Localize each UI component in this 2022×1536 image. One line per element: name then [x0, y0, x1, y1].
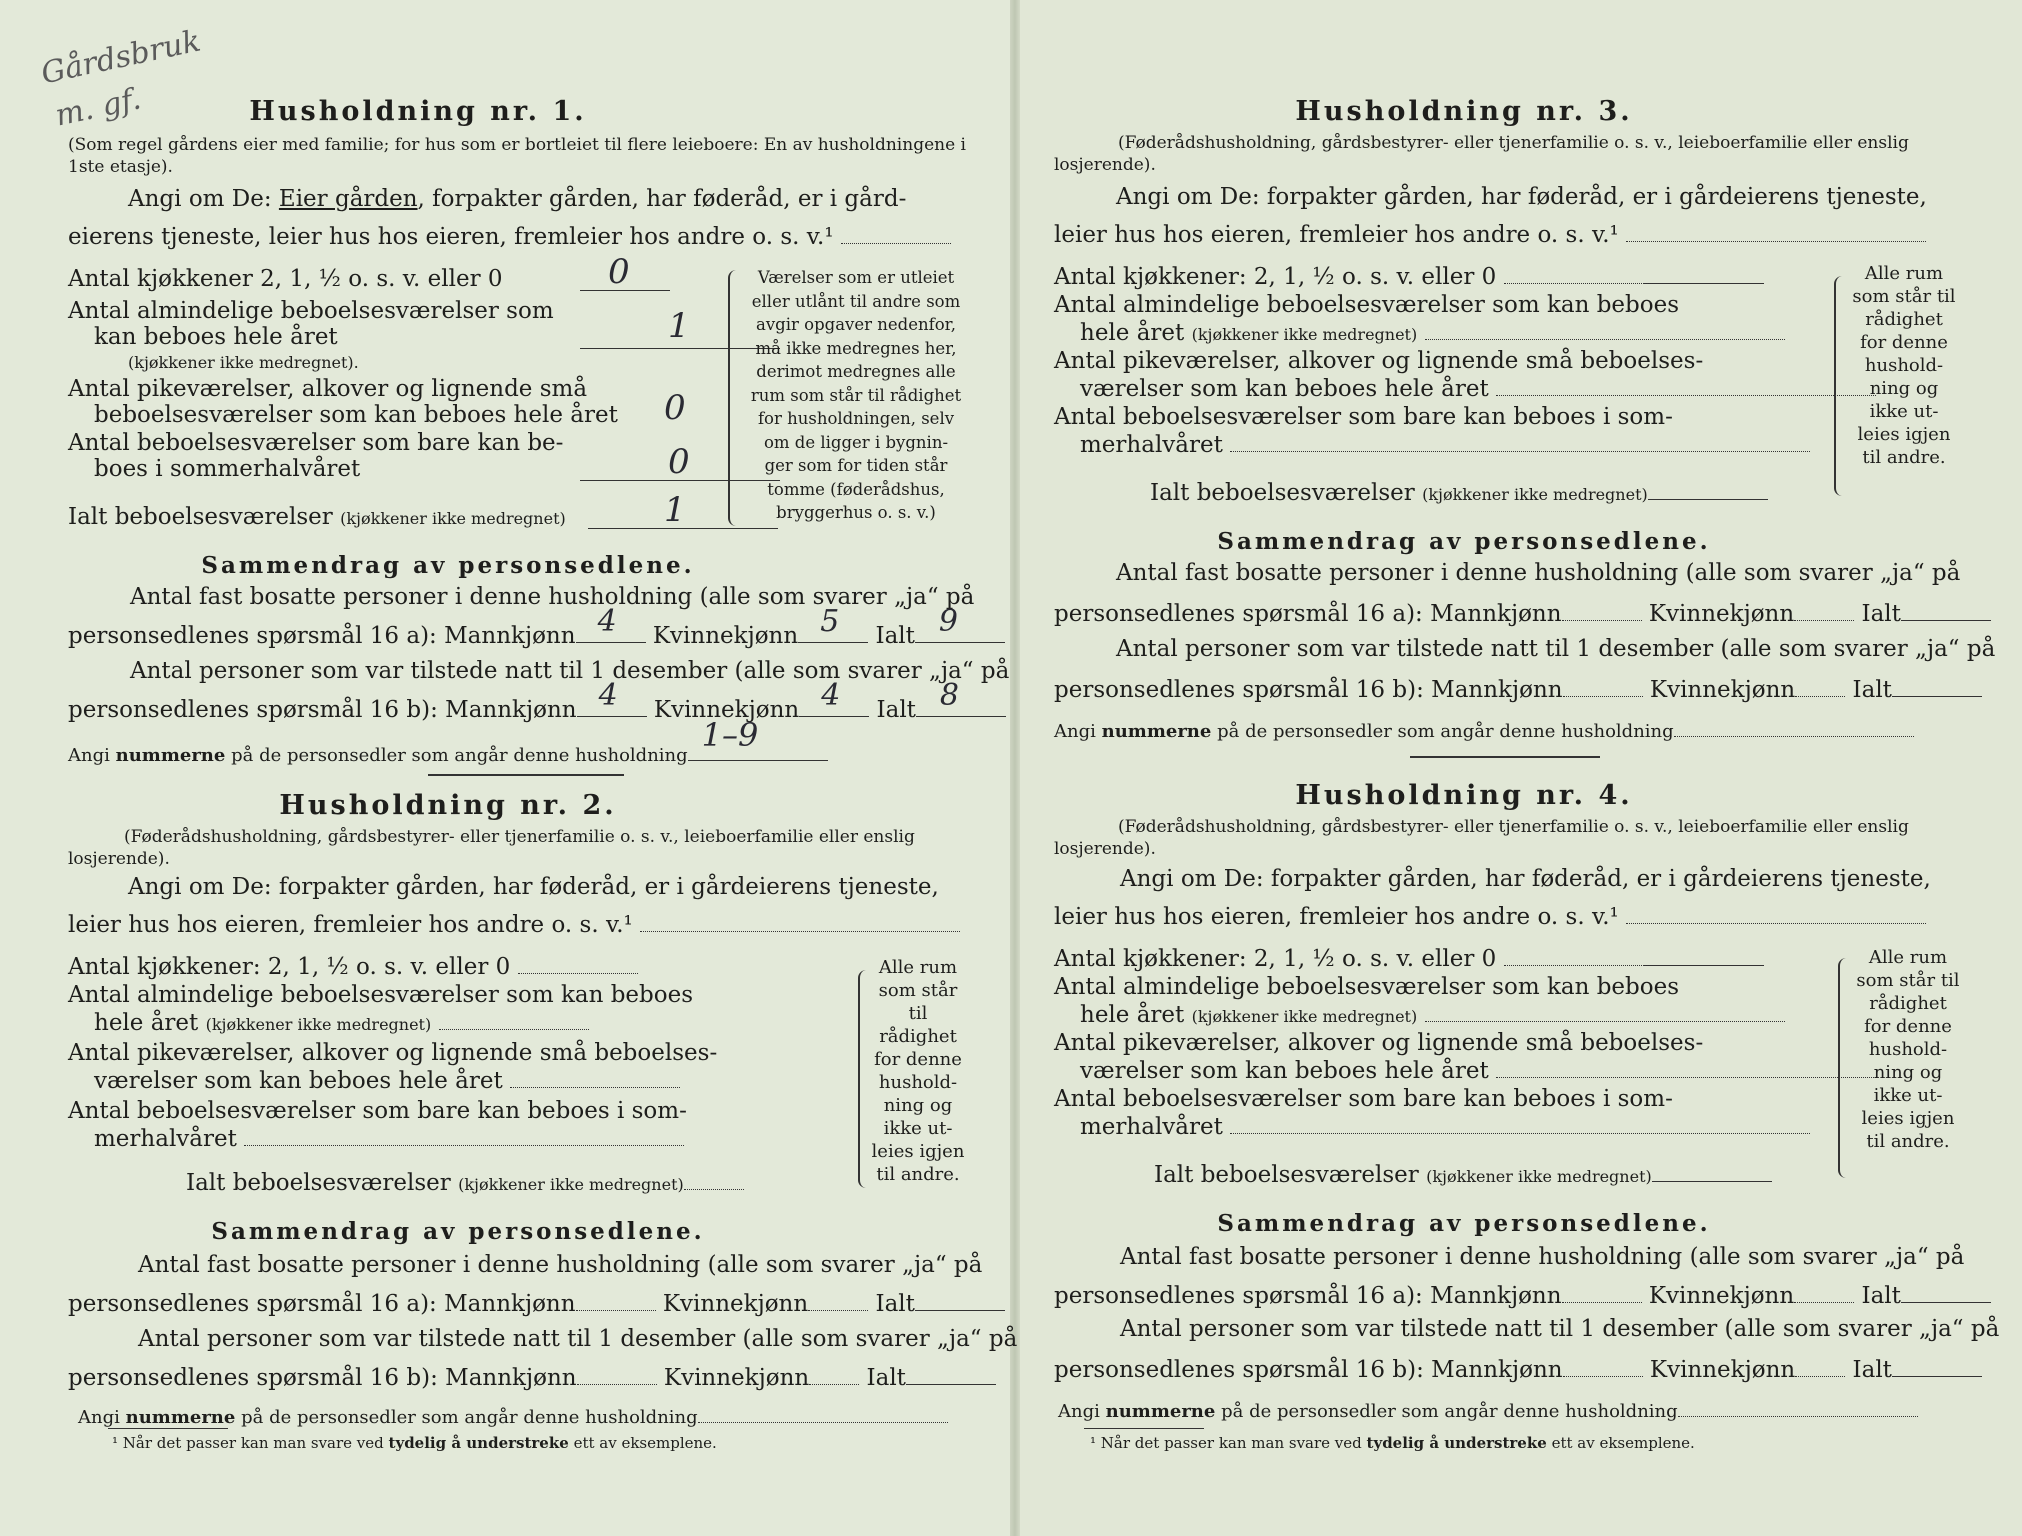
h2-nummer-pre: Angi — [78, 1407, 120, 1428]
h2-nummer-post: på de personsedler som angår denne husholdning — [241, 1407, 698, 1428]
h4-leier-text: leier hus hos eieren, fremleier hos andre o. s. v.¹ — [1054, 904, 1619, 930]
footnote-left — [112, 1434, 717, 1452]
margin-note-2: m. gf. — [52, 81, 144, 134]
h1-tilstede-ialt-value: 8 — [939, 678, 960, 713]
h2-pike-answer[interactable] — [510, 1069, 680, 1088]
h4-ialt-answer[interactable] — [1652, 1163, 1772, 1182]
h2-nummer — [78, 1404, 948, 1428]
h1-eier-garden[interactable]: Eier gården — [278, 186, 418, 212]
h2-tilstede-mann-answer[interactable] — [577, 1366, 657, 1385]
h3-fast-2 — [1054, 598, 1991, 627]
h2-leier — [68, 912, 960, 938]
h3-kjokken-dots — [1504, 265, 1644, 284]
h2-sommer-1: Antal beboelsesværelser som bare kan beboes i som- — [68, 1098, 687, 1124]
h3-kjokken-answer[interactable] — [1644, 265, 1764, 284]
h2-nummer-bold: nummerne — [125, 1407, 236, 1428]
h4-tilstede-ialt-label: Ialt — [1852, 1357, 1892, 1383]
h3-ialt — [1150, 480, 1768, 508]
footnote-rule-right — [1084, 1428, 1204, 1429]
h4-leier — [1054, 904, 1926, 930]
h4-side-note-line: til andre. — [1866, 1131, 1950, 1152]
h3-alm-2-text: hele året — [1080, 320, 1185, 346]
h1-angi-label: Angi om De: — [128, 186, 272, 212]
h1-pike-label-1: Antal pikeværelser, alkover og lignende små — [68, 376, 588, 402]
h2-sum-title: Sammendrag av personsedlene. — [211, 1218, 705, 1245]
footnote-left-bold: tydelig å understreke — [388, 1434, 569, 1452]
h3-sommer-1: Antal beboelsesværelser som bare kan beboes i som- — [1054, 404, 1673, 430]
h3-sommer-answer[interactable] — [1230, 433, 1810, 452]
h1-nummer — [68, 716, 828, 766]
h3-title: Husholdning nr. 3. — [1295, 96, 1633, 127]
h2-ialt-small: (kjøkkener ikke medregnet) — [458, 1175, 684, 1194]
h4-alm-answer[interactable] — [1425, 1003, 1785, 1022]
h1-side-note-line: Værelser som er utleiet — [757, 268, 955, 287]
h4-tilstede-1: Antal personer som var tilstede natt til 1 desember (alle som svarer „ja“ på — [1120, 1316, 2000, 1342]
h3-nummer — [1054, 718, 1914, 742]
footnote-right — [1090, 1434, 1695, 1452]
h1-tilstede-kvinne-value: 4 — [821, 678, 841, 713]
h2-alm-1: Antal almindelige beboelsesværelser som kan beboes — [68, 982, 694, 1008]
h1-sum-title: Sammendrag av personsedlene. — [201, 552, 695, 579]
h4-alm-2-text: hele året — [1080, 1002, 1185, 1028]
h2-nummer-answer[interactable] — [698, 1404, 948, 1423]
margin-note-1: Gårdsbruk — [38, 23, 204, 92]
h2-tilstede-1: Antal personer som var tilstede natt til 1 desember (alle som svarer „ja“ på — [138, 1326, 1018, 1352]
h3-side-note-line: til andre. — [1862, 447, 1946, 468]
h2-side-note-line: ning og — [883, 1095, 953, 1116]
h3-tilstede-mann-label: Mannkjønn — [1431, 677, 1563, 703]
h4-side-note-line: ikke ut- — [1873, 1085, 1943, 1106]
h2-fast-2 — [68, 1288, 1005, 1317]
h4-fast-2 — [1054, 1280, 1991, 1309]
h4-kjokken-dots — [1504, 947, 1644, 966]
h4-side-note-line: leies igjen — [1861, 1108, 1955, 1129]
h2-side-note-line: leies igjen — [871, 1141, 965, 1162]
h1-title: Husholdning nr. 1. — [249, 96, 587, 127]
h1-tilstede-ialt-answer[interactable] — [916, 678, 1006, 717]
h3-side-note-line: for denne — [1860, 332, 1948, 353]
h1-side-note-line: for husholdningen, selv — [757, 409, 955, 428]
h4-nummer-bold: nummerne — [1105, 1401, 1216, 1422]
h1-fast-ialt-label: Ialt — [875, 623, 915, 649]
h4-fast-mann-label: Mannkjønn — [1430, 1283, 1562, 1309]
h3-fast-mann-label: Mannkjønn — [1430, 601, 1562, 627]
h2-tilstede-kvinne-answer[interactable] — [809, 1366, 859, 1385]
h2-tilstede-kvinne-label: Kvinnekjønn — [663, 1365, 810, 1391]
h2-side-note-line: hushold- — [878, 1072, 958, 1093]
h1-tilstede-ialt-label: Ialt — [876, 697, 916, 723]
h1-nummer-value: 1–9 — [701, 716, 759, 754]
h4-alm-2 — [1080, 1002, 1785, 1030]
h4-ialt-small: (kjøkkener ikke medregnet) — [1426, 1167, 1652, 1186]
h2-side-note-line: for denne — [874, 1049, 962, 1070]
h1-fast-1: Antal fast bosatte personer i denne husholdning (alle som svarer „ja“ på — [130, 584, 975, 610]
h1-side-note-line: rum som står til rådighet — [750, 385, 962, 405]
h2-angi-label: Angi om De: — [128, 874, 272, 900]
h4-tilstede-kvinne-answer[interactable] — [1795, 1358, 1845, 1377]
h1-tilstede-kvinne-label: Kvinnekjønn — [653, 697, 800, 723]
h1-ialt-label — [68, 504, 566, 532]
h1-angi-rest: , forpakter gården, har føderåd, er i gård- — [417, 186, 907, 212]
h2-alm-2 — [94, 1010, 589, 1038]
h2-fast-ialt-label: Ialt — [875, 1291, 915, 1317]
h4-pike-1: Antal pikeværelser, alkover og lignende små beboelses- — [1054, 1030, 1704, 1056]
h3-sommer-2 — [1080, 432, 1810, 458]
h4-side-note — [1848, 946, 1968, 1153]
h3-tilstede-mann-answer[interactable] — [1563, 678, 1643, 697]
h3-sommer-2-text: merhalvåret — [1080, 432, 1223, 458]
h1-side-note-line: må ikke medregnes her, — [755, 338, 957, 358]
h2-angi-rest: forpakter gården, har føderåd, er i gårdeierens tjeneste, — [278, 874, 939, 900]
h1-brace — [728, 270, 740, 526]
footnote-rule-left — [108, 1428, 228, 1429]
h4-ialt-text: Ialt beboelsesværelser — [1154, 1162, 1419, 1188]
h3-ialt-small: (kjøkkener ikke medregnet) — [1422, 485, 1648, 504]
h4-leier-answer[interactable] — [1626, 905, 1926, 924]
h3-side-note-line: ning og — [1869, 378, 1939, 399]
h1-angi — [128, 186, 906, 212]
h4-sum-title: Sammendrag av personsedlene. — [1217, 1210, 1711, 1237]
h1-nummer-pre: Angi — [68, 745, 110, 766]
h2-sommer-2-text: merhalvåret — [94, 1126, 237, 1152]
h2-ialt — [186, 1170, 744, 1198]
h4-tilstede-2 — [1054, 1354, 1982, 1383]
h2-alm-2-text: hele året — [94, 1010, 199, 1036]
h2-alm-2-small: (kjøkkener ikke medregnet) — [205, 1015, 432, 1034]
h1-sommer-value: 0 — [668, 442, 690, 482]
h1-alm-value: 1 — [668, 306, 690, 346]
h1-fast-kvinne-value: 5 — [820, 604, 840, 639]
h3-alm-2 — [1080, 320, 1785, 348]
h4-tilstede-mann-answer[interactable] — [1563, 1358, 1643, 1377]
h1-separator — [428, 774, 624, 776]
h4-tilstede-mann-label: Mannkjønn — [1431, 1357, 1563, 1383]
h2-ialt-text: Ialt beboelsesværelser — [186, 1170, 451, 1196]
h1-side-note-line: eller utlånt til andre som — [751, 291, 961, 311]
h3-pike-answer[interactable] — [1496, 377, 1876, 396]
h3-pike-2 — [1080, 376, 1876, 402]
h2-side-note-line: som står til — [878, 980, 958, 1024]
h3-nummer-bold: nummerne — [1101, 721, 1212, 742]
h1-nummer-post: på de personsedler som angår denne husholdning — [231, 745, 688, 766]
footnote-right-pre: ¹ Når det passer kan man svare ved — [1090, 1434, 1362, 1452]
h1-side-note — [740, 266, 972, 525]
h4-angi-label: Angi om De: — [1120, 866, 1264, 892]
h3-nummer-answer[interactable] — [1674, 718, 1914, 737]
h4-ialt — [1154, 1162, 1772, 1190]
h2-sommer-2 — [94, 1126, 684, 1152]
h1-kjokken-label: Antal kjøkkener 2, 1, ½ o. s. v. eller 0 — [68, 266, 503, 292]
h4-side-note-line: hushold- — [1868, 1039, 1948, 1060]
h2-tilstede-prefix: personsedlenes spørsmål 16 b): — [68, 1365, 438, 1391]
h1-pike-value: 0 — [664, 388, 686, 428]
h1-tilstede-2 — [68, 678, 1006, 723]
h3-tilstede-1: Antal personer som var tilstede natt til 1 desember (alle som svarer „ja“ på — [1116, 636, 1996, 662]
h3-fast-kvinne-answer[interactable] — [1794, 602, 1854, 621]
h3-leier-answer[interactable] — [1626, 223, 1926, 242]
h4-nummer-answer[interactable] — [1678, 1398, 1918, 1417]
h1-alm-label-1: Antal almindelige beboelsesværelser som — [68, 298, 554, 324]
h3-fast-ialt-label: Ialt — [1861, 601, 1901, 627]
h2-fast-mann-answer[interactable] — [576, 1292, 656, 1311]
h1-fast-ialt-value: 9 — [938, 604, 958, 639]
h3-alm-2-small: (kjøkkener ikke medregnet) — [1191, 325, 1418, 344]
h3-pike-2-text: værelser som kan beboes hele året — [1080, 376, 1489, 402]
h2-side-note-line: til andre. — [876, 1164, 960, 1185]
h4-tilstede-prefix: personsedlenes spørsmål 16 b): — [1054, 1357, 1424, 1383]
h2-fast-prefix: personsedlenes spørsmål 16 a): — [68, 1291, 437, 1317]
h4-nummer — [1058, 1398, 1918, 1422]
h2-title: Husholdning nr. 2. — [279, 790, 617, 821]
footnote-right-post: ett av eksemplene. — [1551, 1434, 1695, 1452]
h4-fast-kvinne-label: Kvinnekjønn — [1648, 1283, 1795, 1309]
h4-kjokken — [1054, 946, 1764, 972]
h4-fast-prefix: personsedlenes spørsmål 16 a): — [1054, 1283, 1423, 1309]
h2-pike-2-text: værelser som kan beboes hele året — [94, 1068, 503, 1094]
h3-fast-prefix: personsedlenes spørsmål 16 a): — [1054, 601, 1423, 627]
h4-alm-1: Antal almindelige beboelsesværelser som kan beboes — [1054, 974, 1680, 1000]
h1-leier-answer[interactable] — [841, 225, 951, 244]
h4-nummer-post: på de personsedler som angår denne husholdning — [1221, 1401, 1678, 1422]
h2-tilstede-2 — [68, 1362, 996, 1391]
h2-leier-text: leier hus hos eieren, fremleier hos andre o. s. v.¹ — [68, 912, 633, 938]
h4-side-note-line: rådighet — [1869, 993, 1947, 1014]
h3-tilstede-kvinne-label: Kvinnekjønn — [1649, 677, 1796, 703]
h2-kjokken-answer[interactable] — [518, 955, 638, 974]
h4-pike-2 — [1080, 1058, 1876, 1084]
h2-fast-mann-label: Mannkjønn — [444, 1291, 576, 1317]
page-fold — [1010, 0, 1020, 1536]
h3-side-note-line: rådighet — [1865, 309, 1943, 330]
h1-kjokken-value: 0 — [608, 252, 630, 292]
h3-angi-label: Angi om De: — [1116, 184, 1260, 210]
h2-side-note — [868, 956, 968, 1186]
h2-pike-2 — [94, 1068, 680, 1094]
footnote-left-post: ett av eksemplene. — [573, 1434, 717, 1452]
h2-ialt-answer[interactable] — [684, 1171, 744, 1190]
h2-angi — [128, 874, 939, 900]
h4-fast-kvinne-answer[interactable] — [1794, 1284, 1854, 1303]
h1-tilstede-1: Antal personer som var tilstede natt til 1 desember (alle som svarer „ja“ på — [130, 658, 1010, 684]
h2-kjokken — [68, 954, 638, 980]
h1-tilstede-mann-label: Mannkjønn — [445, 697, 577, 723]
h3-side-note-line: Alle rum — [1864, 263, 1944, 284]
h4-side-note-line: Alle rum — [1868, 947, 1948, 968]
h2-tilstede-ialt-answer[interactable] — [906, 1362, 996, 1385]
h1-fast-mann-answer[interactable] — [576, 604, 646, 643]
h4-angi-rest: forpakter gården, har føderåd, er i gårdeierens tjeneste, — [1270, 866, 1931, 892]
h3-kjokken — [1054, 264, 1764, 290]
h3-leier — [1054, 222, 1926, 248]
h1-tilstede-prefix: personsedlenes spørsmål 16 b): — [68, 697, 438, 723]
h3-fast-kvinne-label: Kvinnekjønn — [1648, 601, 1795, 627]
h4-fast-ialt-label: Ialt — [1861, 1283, 1901, 1309]
h1-subtitle: (Som regel gårdens eier med familie; for hus som er bortleiet til flere leieboere: En av husholdningene i 1ste etasje). — [68, 135, 966, 177]
h3-kjokken-label: Antal kjøkkener: 2, 1, ½ o. s. v. eller 0 — [1054, 264, 1497, 290]
h2-side-note-line: Alle rum — [878, 957, 958, 978]
h3-tilstede-kvinne-answer[interactable] — [1795, 678, 1845, 697]
h3-subtitle: (Føderådshusholdning, gårdsbestyrer- eller tjenerfamilie o. s. v., leieboerfamilie eller enslig losjerende). — [1054, 133, 1909, 175]
h3-alm-1: Antal almindelige beboelsesværelser som kan beboes — [1054, 292, 1680, 318]
h4-kjokken-label: Antal kjøkkener: 2, 1, ½ o. s. v. eller 0 — [1054, 946, 1497, 972]
h1-ialt-value: 1 — [664, 490, 686, 530]
h3-alm-answer[interactable] — [1425, 321, 1785, 340]
h3-separator — [1410, 756, 1600, 758]
h1-tilstede-mann-value: 4 — [598, 678, 618, 713]
h4-fast-mann-answer[interactable] — [1562, 1284, 1642, 1303]
h2-leier-answer[interactable] — [640, 913, 960, 932]
h1-pike-label-2: beboelsesværelser som kan beboes hele året — [94, 402, 618, 428]
h2-sommer-answer[interactable] — [244, 1127, 684, 1146]
h2-side-note-line: ikke ut- — [883, 1118, 953, 1139]
h1-alm-label-3: (kjøkkener ikke medregnet). — [128, 353, 359, 372]
h3-pike-1: Antal pikeværelser, alkover og lignende små beboelses- — [1054, 348, 1704, 374]
h1-side-note-line: tomme (føderådshus, — [767, 479, 945, 499]
h3-tilstede-ialt-label: Ialt — [1852, 677, 1892, 703]
h3-tilstede-ialt-answer[interactable] — [1892, 674, 1982, 697]
h4-side-note-line: som står til — [1856, 970, 1960, 991]
h4-title: Husholdning nr. 4. — [1295, 780, 1633, 811]
h1-sommer-label-1: Antal beboelsesværelser som bare kan be- — [68, 430, 564, 456]
h1-nummer-bold: nummerne — [115, 745, 226, 766]
h3-side-note-line: som står til — [1852, 286, 1956, 307]
h1-fast-ialt-answer[interactable] — [915, 604, 1005, 643]
h3-side-note-line: ikke ut- — [1869, 401, 1939, 422]
footnote-right-bold: tydelig å understreke — [1366, 1434, 1547, 1452]
h2-fast-kvinne-label: Kvinnekjønn — [662, 1291, 809, 1317]
h3-tilstede-prefix: personsedlenes spørsmål 16 b): — [1054, 677, 1424, 703]
h3-side-note-line: hushold- — [1864, 355, 1944, 376]
h1-fast-mann-label: Mannkjønn — [444, 623, 576, 649]
h1-side-note-line: bryggerhus o. s. v.) — [776, 503, 936, 522]
h1-leier-text: eierens tjeneste, leier hus hos eieren, fremleier hos andre o. s. v.¹ — [68, 224, 834, 250]
h2-kjokken-label: Antal kjøkkener: 2, 1, ½ o. s. v. eller 0 — [68, 954, 511, 980]
h4-nummer-pre: Angi — [1058, 1401, 1100, 1422]
h1-side-note-line: derimot medregnes alle — [756, 362, 956, 381]
h2-tilstede-ialt-label: Ialt — [866, 1365, 906, 1391]
h1-tilstede-kvinne-answer[interactable] — [799, 678, 869, 717]
h4-tilstede-ialt-answer[interactable] — [1892, 1354, 1982, 1377]
h1-fast-kvinne-answer[interactable] — [798, 604, 868, 643]
h3-fast-ialt-answer[interactable] — [1901, 598, 1991, 621]
h1-alm-label-2: kan beboes hele året — [94, 324, 338, 350]
h3-side-note — [1844, 262, 1964, 469]
h3-ialt-text: Ialt beboelsesværelser — [1150, 480, 1415, 506]
h1-leier — [68, 224, 951, 250]
h1-side-note-line: avgir opgaver nedenfor, — [756, 315, 956, 334]
h1-fast-prefix: personsedlenes spørsmål 16 a): — [68, 623, 437, 649]
h3-nummer-post: på de personsedler som angår denne husholdning — [1217, 721, 1674, 742]
h3-leier-text: leier hus hos eieren, fremleier hos andre o. s. v.¹ — [1054, 222, 1619, 248]
h3-side-note-line: leies igjen — [1857, 424, 1951, 445]
h1-sommer-label-2: boes i sommerhalvåret — [94, 456, 361, 482]
h4-sommer-2-text: merhalvåret — [1080, 1114, 1223, 1140]
h2-tilstede-mann-label: Mannkjønn — [445, 1365, 577, 1391]
h4-sommer-2 — [1080, 1114, 1810, 1140]
h4-sommer-1: Antal beboelsesværelser som bare kan beboes i som- — [1054, 1086, 1673, 1112]
h4-side-note-line: for denne — [1864, 1016, 1952, 1037]
h4-alm-2-small: (kjøkkener ikke medregnet) — [1191, 1007, 1418, 1026]
h4-sommer-answer[interactable] — [1230, 1115, 1810, 1134]
h4-subtitle: (Føderådshusholdning, gårdsbestyrer- eller tjenerfamilie o. s. v., leieboerfamilie eller enslig losjerende). — [1054, 817, 1909, 859]
h1-side-note-line: ger som for tiden står — [764, 456, 948, 475]
h2-side-note-line: rådighet — [879, 1026, 957, 1047]
h1-ialt-text: Ialt beboelsesværelser — [68, 504, 333, 530]
h1-fast-kvinne-label: Kvinnekjønn — [652, 623, 799, 649]
h1-side-note-line: om de ligger i bygnin- — [763, 432, 949, 452]
h4-side-note-line: ning og — [1873, 1062, 1943, 1083]
h3-angi — [1116, 184, 1927, 210]
h4-pike-answer[interactable] — [1496, 1059, 1876, 1078]
h1-fast-mann-value: 4 — [597, 604, 617, 639]
h2-fast-ialt-answer[interactable] — [915, 1288, 1005, 1311]
footnote-left-pre: ¹ Når det passer kan man svare ved — [112, 1434, 384, 1452]
h3-nummer-pre: Angi — [1054, 721, 1096, 742]
h2-subtitle: (Føderådshusholdning, gårdsbestyrer- eller tjenerfamilie o. s. v., leieboerfamilie eller enslig losjerende). — [68, 827, 915, 869]
h3-ialt-answer[interactable] — [1648, 481, 1768, 500]
h1-ialt-small: (kjøkkener ikke medregnet) — [340, 509, 566, 528]
h4-angi — [1120, 866, 1931, 892]
h4-kjokken-answer[interactable] — [1644, 947, 1764, 966]
h1-nummer-answer[interactable] — [688, 716, 828, 761]
h4-fast-1: Antal fast bosatte personer i denne husholdning (alle som svarer „ja“ på — [1120, 1244, 1965, 1270]
h3-sum-title: Sammendrag av personsedlene. — [1217, 528, 1711, 555]
h4-fast-ialt-answer[interactable] — [1901, 1280, 1991, 1303]
h1-fast-2 — [68, 604, 1005, 649]
h3-tilstede-2 — [1054, 674, 1982, 703]
h4-pike-2-text: værelser som kan beboes hele året — [1080, 1058, 1489, 1084]
h3-angi-rest: forpakter gården, har føderåd, er i gårdeierens tjeneste, — [1266, 184, 1927, 210]
h2-fast-1: Antal fast bosatte personer i denne husholdning (alle som svarer „ja“ på — [138, 1252, 983, 1278]
h1-tilstede-mann-answer[interactable] — [577, 678, 647, 717]
h3-fast-mann-answer[interactable] — [1562, 602, 1642, 621]
h2-fast-kvinne-answer[interactable] — [808, 1292, 868, 1311]
h4-tilstede-kvinne-label: Kvinnekjønn — [1649, 1357, 1796, 1383]
h3-fast-1: Antal fast bosatte personer i denne husholdning (alle som svarer „ja“ på — [1116, 560, 1961, 586]
h2-alm-answer[interactable] — [439, 1011, 589, 1030]
h2-pike-1: Antal pikeværelser, alkover og lignende små beboelses- — [68, 1040, 718, 1066]
